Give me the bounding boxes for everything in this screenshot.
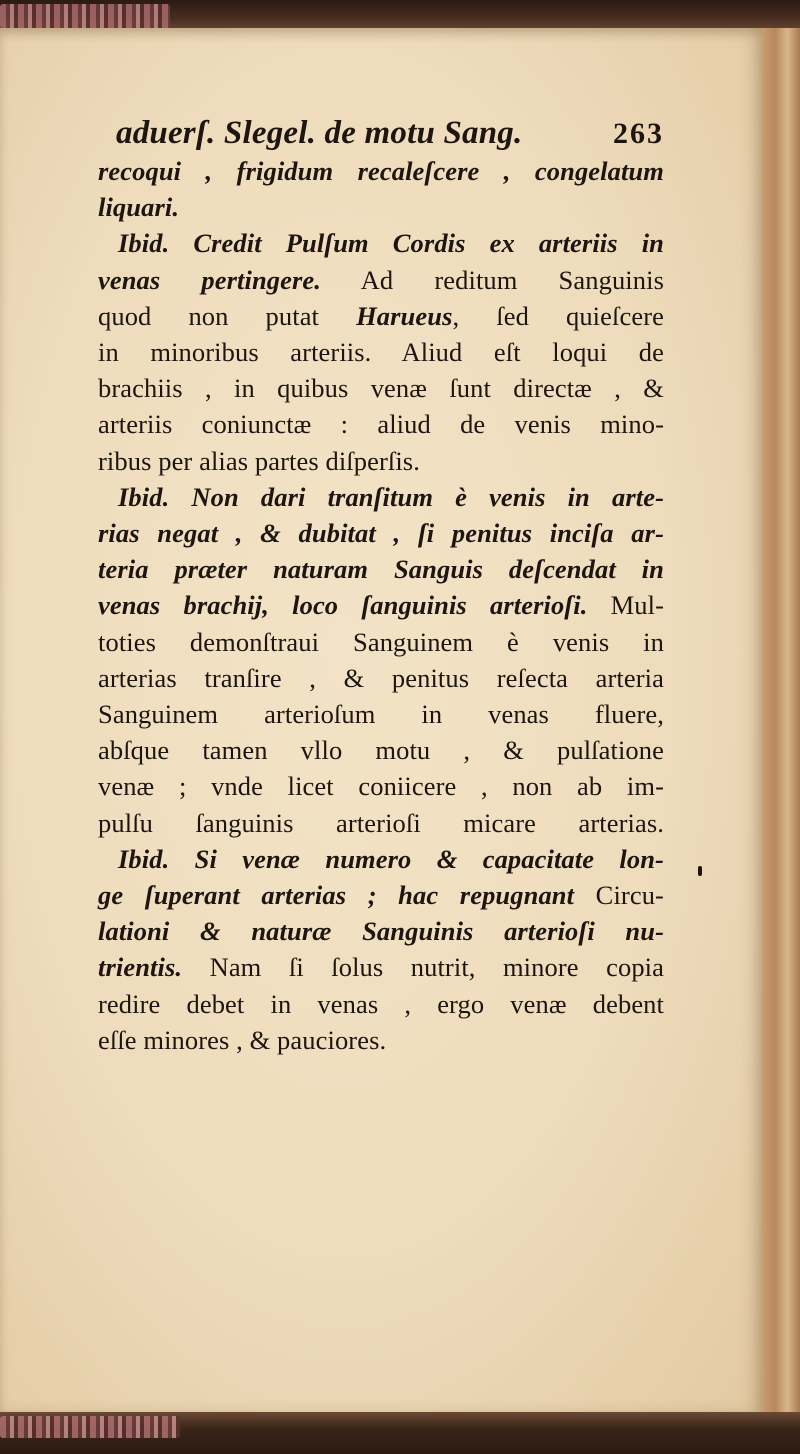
text-line xyxy=(98,660,664,696)
roman-text: Mul- xyxy=(587,590,664,621)
text-line xyxy=(98,551,664,587)
margin-mark xyxy=(698,866,702,876)
text-line xyxy=(98,587,664,623)
text-line xyxy=(98,1022,664,1058)
roman-text: Sanguinem arterioſum in venas fluere, xyxy=(98,699,664,730)
text-line xyxy=(98,189,664,225)
text-line xyxy=(98,262,664,298)
text-line xyxy=(98,153,664,189)
italic-text: Ibid. Si venæ numero & capacitate lon- xyxy=(118,843,664,874)
text-line xyxy=(98,768,664,804)
italic-text: venas brachij, loco ſanguinis arterioſi. xyxy=(98,590,588,621)
text-line xyxy=(98,732,664,768)
roman-text: brachiis , in quibus venæ ſunt directæ , & xyxy=(98,373,664,404)
text-line xyxy=(98,443,664,479)
roman-text: toties demonſtraui Sanguinem è venis in xyxy=(98,626,664,657)
text-line xyxy=(98,913,664,949)
roman-text: arterias tranſire , & penitus reſecta arteria xyxy=(98,662,664,693)
page-number: 263 xyxy=(613,117,664,150)
roman-text: , ſed quieſcere xyxy=(452,300,664,331)
roman-text: Ad reditum Sanguinis xyxy=(321,264,664,295)
headband-top xyxy=(0,4,170,28)
text-line xyxy=(98,805,664,841)
italic-text: venas pertingere. xyxy=(98,264,322,295)
roman-text: Nam ſi ſolus nutrit, minore copia xyxy=(182,952,664,983)
italic-text: lationi & naturæ Sanguinis arterioſi nu- xyxy=(98,916,664,947)
roman-text: Circu- xyxy=(574,880,664,911)
italic-text: teria præter naturam Sanguis deſcendat in xyxy=(98,554,664,585)
text-line xyxy=(98,624,664,660)
headband-bottom xyxy=(0,1416,180,1438)
text-line xyxy=(98,298,664,334)
text-line xyxy=(98,986,664,1022)
italic-text: Ibid. Credit Pulſum Cordis ex arteriis in xyxy=(118,228,664,259)
italic-text: Harueus xyxy=(356,300,453,331)
body-text xyxy=(98,153,664,1058)
book-page xyxy=(0,28,762,1414)
text-line xyxy=(98,515,664,551)
page-edges xyxy=(758,28,800,1418)
italic-text: Ibid. Non dari tranſitum è venis in arte- xyxy=(118,481,664,512)
roman-text: venæ ; vnde licet coniicere , non ab im- xyxy=(98,771,664,802)
text-line xyxy=(98,479,664,515)
text-line xyxy=(98,877,664,913)
italic-text: liquari. xyxy=(98,192,180,223)
roman-text: eſſe minores , & pauciores. xyxy=(98,1024,387,1055)
italic-text: recoqui , frigidum recaleſcere , congelatum xyxy=(98,156,664,186)
text-line xyxy=(98,949,664,985)
text-line xyxy=(98,841,664,877)
roman-text: abſque tamen vllo motu , & pulſatione xyxy=(98,735,664,766)
text-line xyxy=(98,334,664,370)
running-head xyxy=(98,114,664,153)
text-line xyxy=(98,696,664,732)
italic-text: ge ſuperant arterias ; hac repugnant xyxy=(98,880,575,911)
roman-text: quod non putat xyxy=(98,300,357,331)
text-block xyxy=(98,114,664,1058)
roman-text: pulſu ſanguinis arterioſi micare arterias. xyxy=(98,807,664,838)
text-line xyxy=(98,370,664,406)
text-line xyxy=(98,225,664,261)
roman-text: arteriis coniunctæ : aliud de venis mino- xyxy=(98,409,664,440)
roman-text: in minoribus arteriis. Aliud eſt loqui de xyxy=(98,337,664,368)
roman-text: redire debet in venas , ergo venæ debent xyxy=(98,988,664,1019)
running-title: aduerſ. Slegel. de motu Sang. xyxy=(116,115,523,151)
italic-text: rias negat , & dubitat , ſi penitus inciſa ar- xyxy=(98,518,664,549)
text-line xyxy=(98,406,664,442)
italic-text: trientis. xyxy=(98,952,183,983)
roman-text: ribus per alias partes diſperſis. xyxy=(98,445,420,476)
